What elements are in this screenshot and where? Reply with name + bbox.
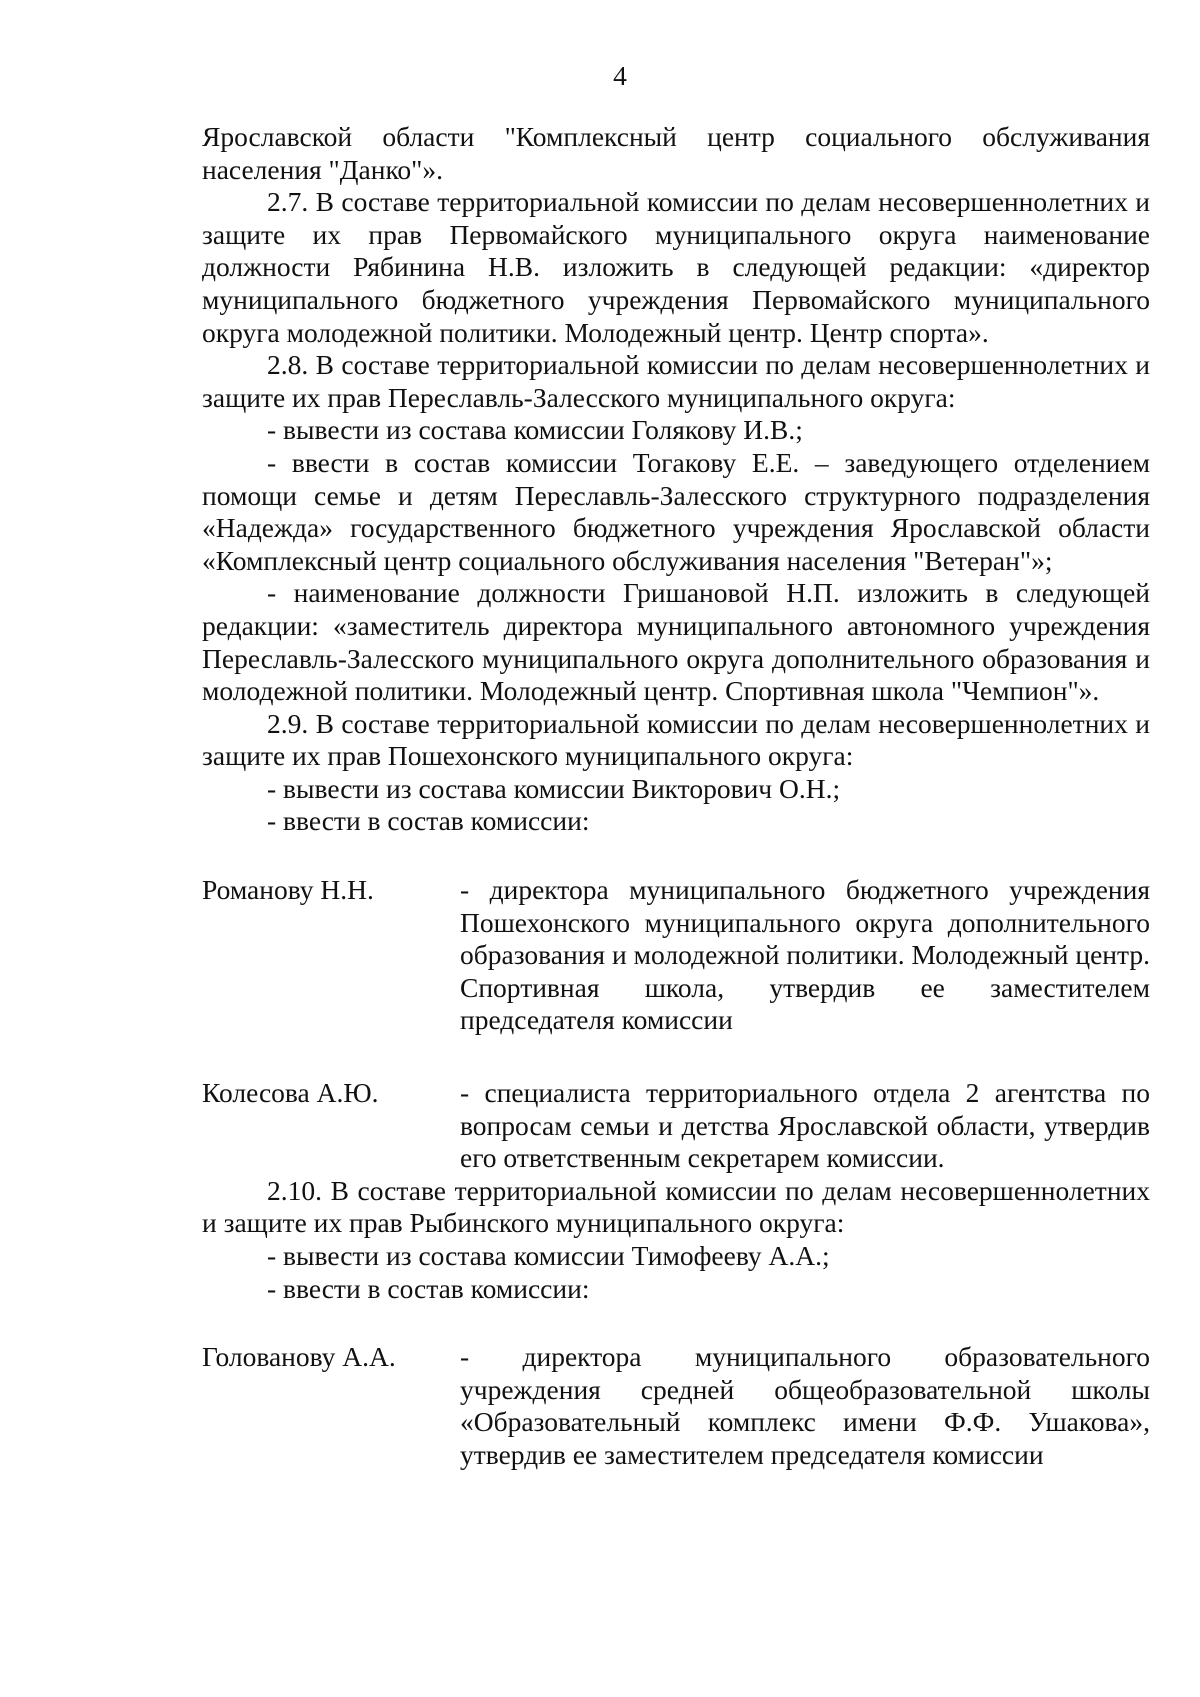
member-entry — [202, 874, 1150, 1037]
paragraph-2-10: 2.10. В составе территориальной комиссии по делам несовершеннолетних и защите их прав Рыбинского муниципального округа: — [202, 1174, 1150, 1239]
paragraph-2-7: 2.7. В составе территориальной комиссии по делам несовершеннолетних и защите их прав Первомайского муниципального округа наименование должности Рябинина Н.В. изложить в следующей редакции: «директор муниципального бюджетного учреждения Первомайского муниципального округа молодежной политики. Молодежный центр. Центр спорта». — [202, 186, 1150, 348]
list-item: - наименование должности Гришановой Н.П. изложить в следующей редакции: «заместитель директора муниципального автономного учреждения Переславль-Залесского муниципального округа дополнительного образования и молодежной политики. Молодежный центр. Спортивная школа "Чемпион"». — [202, 577, 1150, 707]
member-entry — [202, 1077, 1150, 1175]
paragraph-2-9: 2.9. В составе территориальной комиссии по делам несовершеннолетних и защите их прав Пошехонского муниципального округа: — [202, 707, 1150, 772]
list-item: - вывести из состава комиссии Викторович О.Н.; — [267, 772, 841, 804]
member-name: Романову Н.Н. — [202, 874, 374, 906]
paragraph-2-8: 2.8. В составе территориальной комиссии по делам несовершеннолетних и защите их прав Переславль-Залесского муниципального округа: — [202, 349, 1150, 413]
document-body — [202, 121, 1150, 1472]
member-role: - специалиста территориального отдела 2 агентства по вопросам семьи и детства Ярославской области, утвердив его ответственным секретарем комиссии. — [460, 1077, 1150, 1174]
list-item: - ввести в состав комиссии Тогакову Е.Е. – заведующего отделением помощи семье и детям Переславль-Залесского структурного подразделения «Надежда» государственного бюджетного учреждения Ярославской области «Комплексный центр социального обслуживания населения "Ветеран"»; — [202, 446, 1150, 576]
member-entry — [202, 1341, 1150, 1471]
list-item: - ввести в состав комиссии: — [267, 805, 590, 837]
member-role: - директора муниципального бюджетного учреждения Пошехонского муниципального округа дополнительного образования и молодежной политики. Молодежный центр. Спортивная школа, утвердив ее заместителем председателя комиссии — [460, 874, 1150, 1036]
member-name: Колесова А.Ю. — [202, 1077, 379, 1109]
member-name: Голованову А.А. — [202, 1341, 396, 1373]
member-role: - директора муниципального образовательного учреждения средней общеобразовательной школы «Образовательный комплекс имени Ф.Ф. Ушакова», утвердив ее заместителем председателя комиссии — [460, 1341, 1150, 1470]
paragraph: Ярославской области "Комплексный центр социального обслуживания населения "Данко"». — [202, 121, 1150, 185]
page-number: 4 — [613, 60, 627, 91]
list-item: - ввести в состав комиссии: — [267, 1272, 590, 1304]
list-item: - вывести из состава комиссии Тимофееву А.А.; — [267, 1240, 830, 1271]
list-item: - вывести из состава комиссии Голякову И.В.; — [267, 414, 803, 446]
